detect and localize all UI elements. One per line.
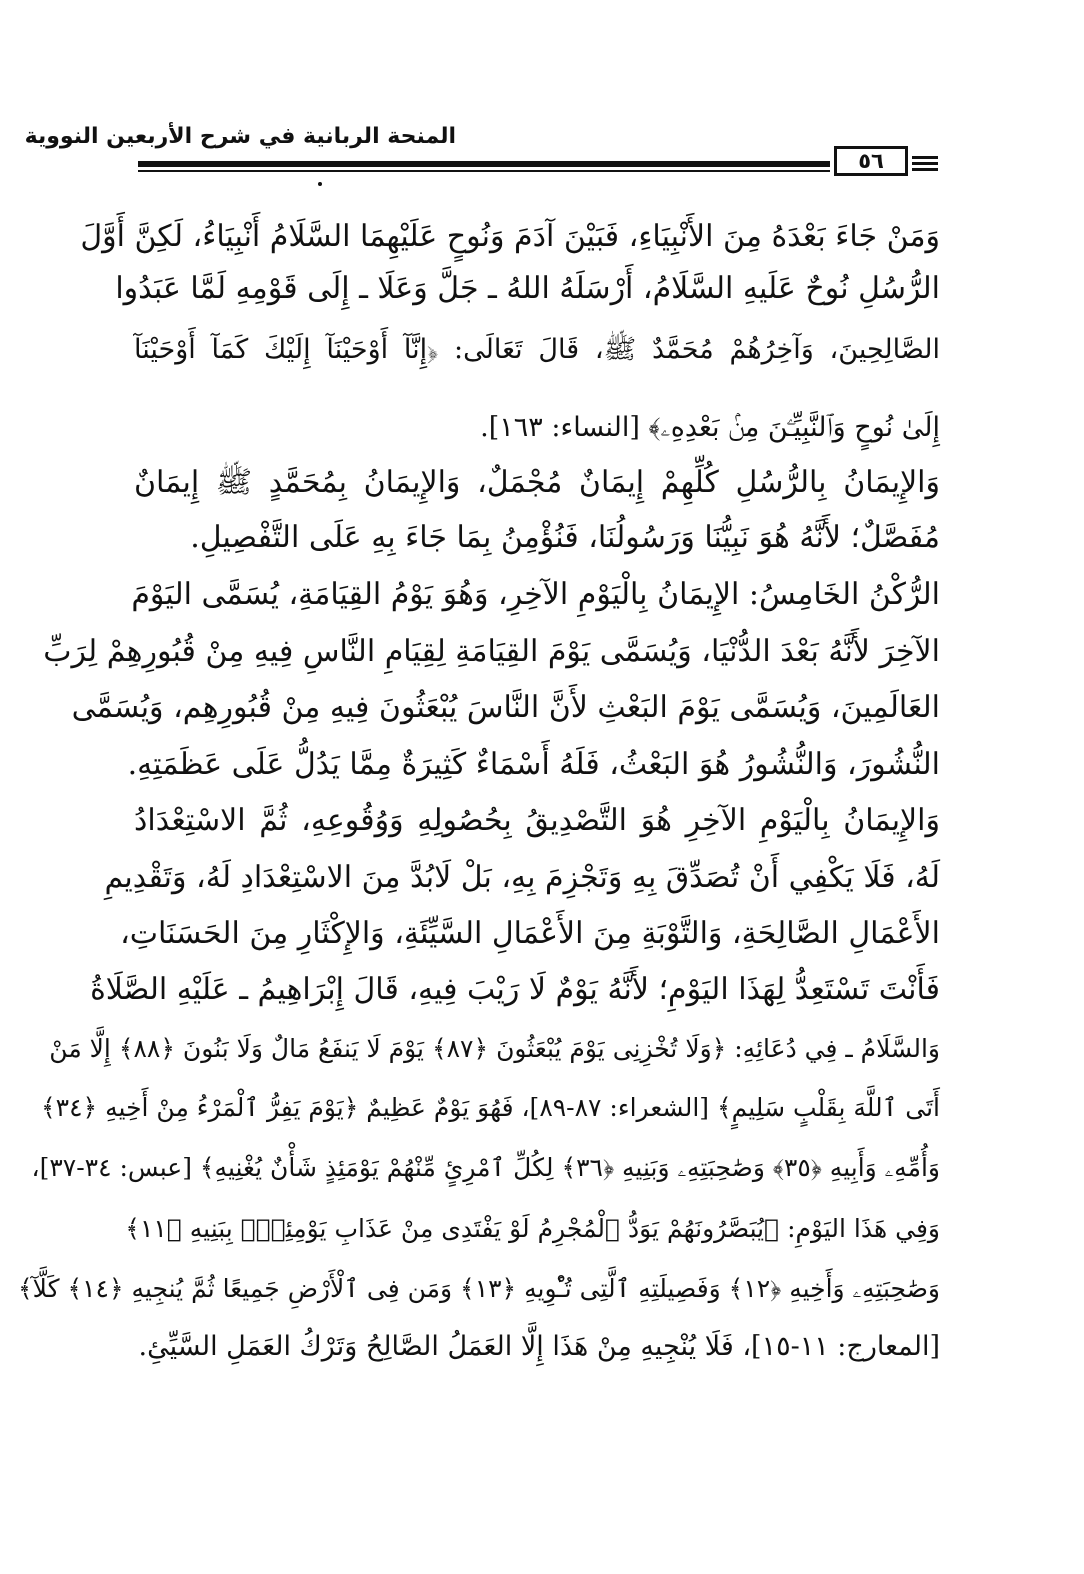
text-line: وَالإِيمَانُ بِالرُّسُلِ كُلِّهِمْ إِيمَانٌ مُجْمَلٌ، وَالإِيمَانُ بِمُحَمَّدٍ ﷺ إِيمَانٌ: [134, 465, 940, 500]
text-line: مُفَصَّلٌ؛ لأَنَّهُ هُوَ نَبِيُّنَا وَرَسُولُنَا، فَنُؤْمِنُ بِمَا جَاءَ بِهِ عَلَى التَّفْصِيلِ.: [190, 520, 940, 555]
text-line: وَصَٰحِبَتِهِۦ وَأَخِيهِ ﴿١٢﴾ وَفَصِيلَتِهِ ٱلَّتِى تُـْٔوِيهِ ﴿١٣﴾ وَمَن فِى ٱلْأَرْضِ جَمِيعًا ثُمَّ يُنجِيهِ ﴿١٤﴾ كَلَّآ﴾: [18, 1274, 940, 1303]
header-rule-thin: [138, 170, 830, 172]
text-line: الآخِرَ لأَنَّهُ بَعْدَ الدُّنْيَا، وَيُسَمَّى يَوْمَ القِيَامَةِ لِقِيَامِ النَّاسِ فِيهِ مِنْ قُبُورِهِمْ لِرَبِّ: [43, 634, 940, 669]
page-number-box: [834, 146, 908, 176]
text-line: الأَعْمَالِ الصَّالِحَةِ، وَالتَّوْبَةِ مِنَ الأَعْمَالِ السَّيِّئَةِ، وَالإِكْثَارِ مِنَ الحَسَنَاتِ،: [120, 916, 940, 951]
header-rule-thick: [138, 161, 830, 167]
text-line: وَأُمِّهِۦ وَأَبِيهِ ﴿٣٥﴾ وَصَٰحِبَتِهِۦ وَبَنِيهِ ﴿٣٦﴾ لِكُلِّ ٱمْرِئٍ مِّنْهُمْ يَوْمَئِذٍ شَأْنٌ يُغْنِيهِ﴾ [عبس: ٣٤-٣٧]،: [31, 1153, 940, 1182]
text-line: العَالَمِينَ، وَيُسَمَّى يَوْمَ البَعْثِ لأَنَّ النَّاسَ يُبْعَثُونَ فِيهِ مِنْ قُبُورِهِم، وَيُسَمَّى: [71, 690, 940, 725]
text-line: الرُّسُلِ نُوحٌ عَلَيهِ السَّلَامُ، أَرْسَلَهُ اللهُ ـ جَلَّ وَعَلَا ـ إِلَى قَوْمِهِ لَمَّا عَبَدُوا: [115, 271, 940, 306]
text-line: النُّشُورَ، وَالنُّشُورُ هُوَ البَعْثُ، فَلَهُ أَسْمَاءٌ كَثِيرَةٌ مِمَّا يَدُلُّ عَلَى عَظَمَتِهِ.: [127, 747, 940, 782]
page-number-ornament: [912, 162, 938, 165]
text-line: وَمَنْ جَاءَ بَعْدَهُ مِنَ الأَنْبِيَاءِ، فَبَيْنَ آدَمَ وَنُوحٍ عَلَيْهِمَا السَّلَامُ أَنْبِيَاءُ، لَكِنَّ أَوَّلَ: [80, 219, 940, 254]
running-header-title: المنحة الربانية في شرح الأربعين النووية: [24, 124, 456, 149]
text-line: أَتَى ٱللَّهَ بِقَلْبٍ سَلِيمٍ﴾ [الشعراء: ٨٧-٨٩]، فَهُوَ يَوْمٌ عَظِيمٌ ﴿يَوْمَ يَفِرُّ ٱلْمَرْءُ مِنْ أَخِيهِ ﴿٣٤﴾: [41, 1093, 940, 1122]
page-number-ornament: [912, 168, 938, 171]
text-line: إِلَىٰ نُوحٍ وَٱلنَّبِيِّـۧنَ مِنۢ بَعْدِهِۦ﴾ [النساء: ١٦٣].: [480, 412, 940, 443]
text-line: [المعارج: ١١-١٥]، فَلَا يُنْجِيهِ مِنْ هَذَا إِلَّا العَمَلُ الصَّالِحُ وَتَرْكُ العَمَلِ السَّيِّئِ.: [138, 1331, 940, 1362]
text-line: وَفِي هَذَا اليَوْمِ: ﴿يُبَصَّرُونَهُمْ يَوَدُّ ٱلْمُجْرِمُ لَوْ يَفْتَدِى مِنْ عَذَابِ يَوْمِئِذٍۭ بِبَنِيهِ ﴿١١﴾: [125, 1214, 940, 1243]
header-dot: [318, 182, 322, 186]
page-number: ٥٦: [858, 149, 884, 173]
text-line: الرُّكْنُ الخَامِسُ: الإِيمَانُ بِالْيَوْمِ الآخِرِ، وَهُوَ يَوْمُ القِيَامَةِ، يُسَمَّى اليَوْمَ: [131, 577, 940, 612]
text-line: الصَّالِحِينَ، وَآخِرُهُمْ مُحَمَّدٌ ﷺ، قَالَ تَعَالَى: ﴿إِنَّآ أَوْحَيْنَآ إِلَيْكَ كَمَآ أَوْحَيْنَآ: [134, 334, 940, 365]
text-line: لَهُ، فَلَا يَكْفِي أَنْ تُصَدِّقَ بِهِ وَتَجْزِمَ بِهِ، بَلْ لَابُدَّ مِنَ الاسْتِعْدَادِ لَهُ، وَتَقْدِيمِ: [104, 860, 940, 895]
text-line: فَأَنْتَ تَسْتَعِدُّ لِهَذَا اليَوْمِ؛ لأَنَّهُ يَوْمٌ لَا رَيْبَ فِيهِ، قَالَ إِبْرَاهِيمُ ـ عَلَيْهِ الصَّلَاةُ: [90, 972, 940, 1007]
text-line: وَالسَّلَامُ ـ فِي دُعَائِهِ: ﴿وَلَا تُخْزِنِى يَوْمَ يُبْعَثُونَ ﴿٨٧﴾ يَوْمَ لَا يَنفَعُ مَالٌ وَلَا بَنُونَ ﴿٨٨﴾ إِلَّا مَنْ: [49, 1034, 940, 1063]
page-number-ornament: [912, 156, 938, 159]
text-line: وَالإِيمَانُ بِالْيَوْمِ الآخِرِ هُوَ التَّصْدِيقُ بِحُصُولِهِ وَوُقُوعِهِ، ثُمَّ الاسْتِعْدَادُ: [134, 803, 940, 838]
